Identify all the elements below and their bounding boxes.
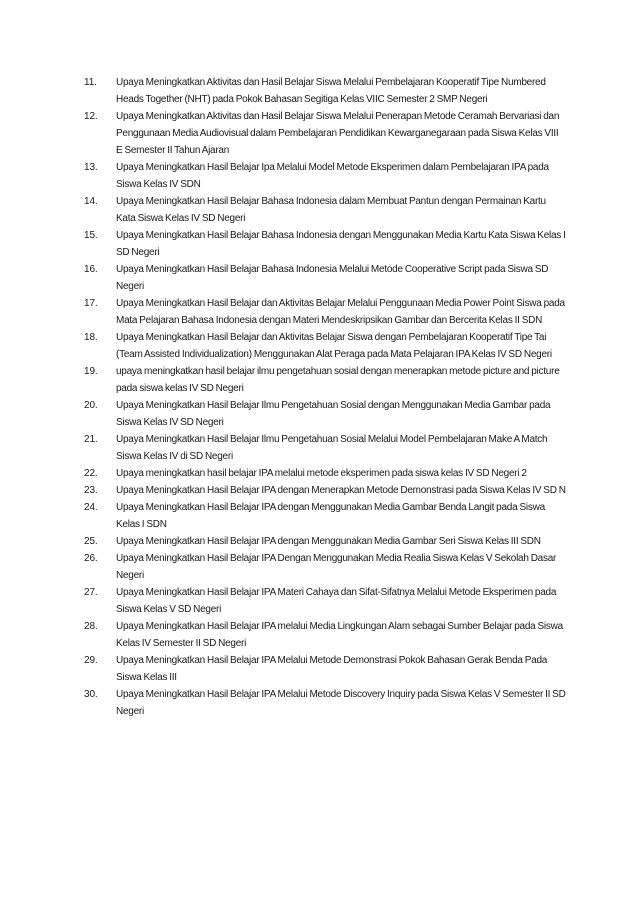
item-number: 15. <box>84 230 98 241</box>
item-number: 11. <box>84 77 97 88</box>
list-item <box>84 159 566 193</box>
item-number: 20. <box>84 400 98 411</box>
item-text: Upaya Meningkatkan Hasil Belajar Bahasa Indonesia dalam Membuat Pantun dengan Permainan Kartu Kata Siswa Kelas IV SD Negeri <box>116 196 546 224</box>
item-text: Upaya Meningkatkan Hasil Belajar dan Aktivitas Belajar Melalui Penggunaan Media Power Point Siswa pada Mata Pelajaran Bahasa Indonesia dengan Materi Mendeskripsikan Gambar dan Bercerita Kelas II SDN <box>116 298 565 326</box>
item-number: 27. <box>84 587 98 598</box>
item-text: Upaya Meningkatkan Hasil Belajar dan Aktivitas Belajar Siswa dengan Pembelajaran Kooperatif Tipe Tai (Team Assisted Individualization) Menggunakan Alat Peraga pada Mata Pelajaran IPA Kelas IV SD Negeri <box>116 332 552 360</box>
list-item <box>84 686 566 720</box>
item-number: 19. <box>84 366 98 377</box>
item-number: 17. <box>84 298 98 309</box>
list-item <box>84 482 566 499</box>
item-text: Upaya Meningkatkan Hasil Belajar IPA dengan Menggunakan Media Gambar Benda Langit pada Siswa Kelas I SDN <box>116 502 545 530</box>
item-number: 29. <box>84 655 98 666</box>
item-text: Upaya meningkatkan hasil belajar IPA melalui metode eksperimen pada siswa kelas IV SD Negeri 2 <box>116 468 527 479</box>
list-item <box>84 584 566 618</box>
item-number: 30. <box>84 689 98 700</box>
item-number: 12. <box>84 111 98 122</box>
numbered-list <box>84 74 566 720</box>
list-item <box>84 261 566 295</box>
list-item <box>84 74 566 108</box>
item-number: 28. <box>84 621 98 632</box>
list-item <box>84 193 566 227</box>
list-item <box>84 465 566 482</box>
list-item <box>84 108 566 159</box>
item-text: Upaya Meningkatkan Hasil Belajar Ilmu Pengetahuan Sosial Melalui Model Pembelajaran Make A Match Siswa Kelas IV di SD Negeri <box>116 434 548 462</box>
item-text: upaya meningkatkan hasil belajar ilmu pengetahuan sosial dengan menerapkan metode picture and picture pada siswa kelas IV SD Negeri <box>116 366 560 394</box>
item-text: Upaya Meningkatkan Hasil Belajar Ipa Melalui Model Metode Eksperimen dalam Pembelajaran IPA pada Siswa Kelas IV SDN <box>116 162 549 190</box>
item-text: Upaya Meningkatkan Hasil Belajar IPA dengan Menerapkan Metode Demonstrasi pada Siswa Kelas IV SD N <box>116 485 566 496</box>
list-item <box>84 227 566 261</box>
item-text: Upaya Meningkatkan Hasil Belajar IPA Melalui Metode Demonstrasi Pokok Bahasan Gerak Benda Pada Siswa Kelas III <box>116 655 548 683</box>
item-number: 16. <box>84 264 98 275</box>
item-text: Upaya Meningkatkan Hasil Belajar IPA dengan Menggunakan Media Gambar Seri Siswa Kelas III SDN <box>116 536 541 547</box>
item-text: Upaya Meningkatkan Hasil Belajar IPA Materi Cahaya dan Sifat-Sifatnya Melalui Metode Eksperimen pada Siswa Kelas V SD Negeri <box>116 587 557 615</box>
item-number: 23. <box>84 485 98 496</box>
list-item <box>84 618 566 652</box>
item-number: 26. <box>84 553 98 564</box>
list-item <box>84 363 566 397</box>
item-text: Upaya Meningkatkan Hasil Belajar Bahasa Indonesia dengan Menggunakan Media Kartu Kata Siswa Kelas I SD Negeri <box>116 230 566 258</box>
list-item <box>84 431 566 465</box>
item-number: 18. <box>84 332 98 343</box>
item-text: Upaya Meningkatkan Hasil Belajar IPA Dengan Menggunakan Media Realia Siswa Kelas V Sekolah Dasar Negeri <box>116 553 557 581</box>
item-text: Upaya Meningkatkan Hasil Belajar IPA melalui Media Lingkungan Alam sebagai Sumber Belajar pada Siswa Kelas IV Semester II SD Negeri <box>116 621 563 649</box>
list-item <box>84 295 566 329</box>
item-number: 24. <box>84 502 98 513</box>
list-item <box>84 550 566 584</box>
item-text: Upaya Meningkatkan Aktivitas dan Hasil Belajar Siswa Melalui Pembelajaran Kooperatif Tipe Numbered Heads Together (NHT) pada Pokok Bahasan Segitiga Kelas VIIC Semester 2 SMP Negeri <box>116 77 546 105</box>
item-number: 21. <box>84 434 98 445</box>
item-text: Upaya Meningkatkan Aktivitas dan Hasil Belajar Siswa Melalui Penerapan Metode Ceramah Bervariasi dan Penggunaan Media Audiovisual dalam Pembelajaran Pendidikan Kewarganegaraan pada Siswa Kelas VIII E Semester II Tahun Ajaran <box>116 111 560 156</box>
list-item <box>84 533 566 550</box>
item-number: 13. <box>84 162 98 173</box>
item-number: 22. <box>84 468 98 479</box>
list-item <box>84 499 566 533</box>
item-text: Upaya Meningkatkan Hasil Belajar Ilmu Pengetahuan Sosial dengan Menggunakan Media Gambar pada Siswa Kelas IV SD Negeri <box>116 400 551 428</box>
item-text: Upaya Meningkatkan Hasil Belajar Bahasa Indonesia Melalui Metode Cooperative Script pada Siswa SD Negeri <box>116 264 549 292</box>
item-number: 25. <box>84 536 98 547</box>
list-item <box>84 397 566 431</box>
list-item <box>84 652 566 686</box>
list-item <box>84 329 566 363</box>
item-text: Upaya Meningkatkan Hasil Belajar IPA Melalui Metode Discovery Inquiry pada Siswa Kelas V Semester II SD Negeri <box>116 689 566 717</box>
item-number: 14. <box>84 196 98 207</box>
